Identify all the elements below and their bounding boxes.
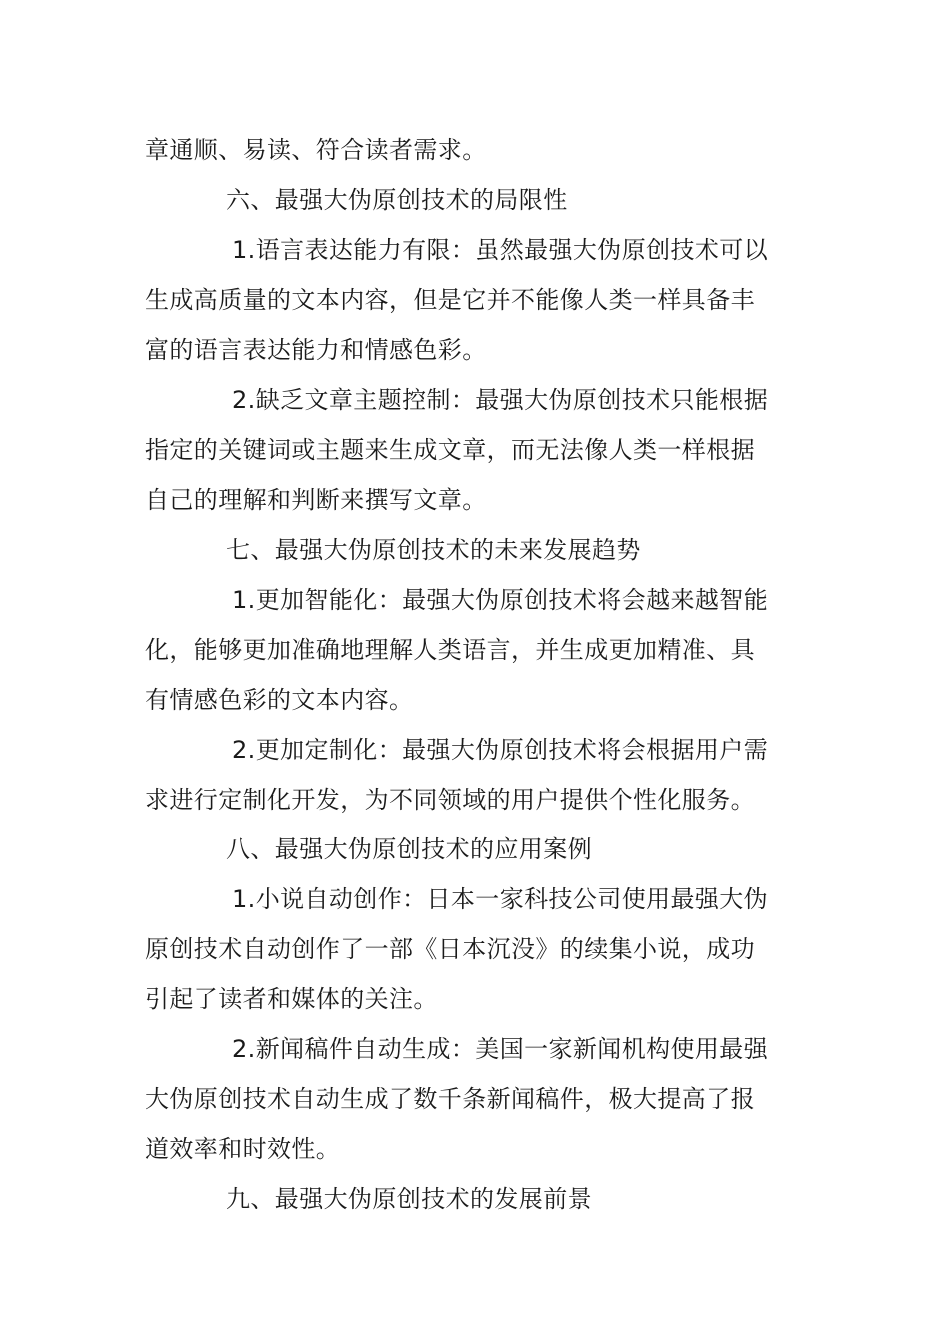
list-item-line: 引起了读者和媒体的关注。 [145,985,438,1013]
section-heading-eight: 八、最强大伪原创技术的应用案例 [226,835,592,863]
list-item-line: 2.新闻稿件自动生成：美国一家新闻机构使用最强 [232,1035,769,1063]
list-item-line: 1.小说自动创作：日本一家科技公司使用最强大伪 [232,885,769,913]
list-item-line: 生成高质量的文本内容，但是它并不能像人类一样具备丰 [145,286,755,314]
list-item-line: 2.缺乏文章主题控制：最强大伪原创技术只能根据 [232,386,769,414]
list-item-line: 道效率和时效性。 [145,1135,341,1163]
list-item-line: 1.更加智能化：最强大伪原创技术将会越来越智能 [232,586,769,614]
paragraph-continuation-line: 章通顺、易读、符合读者需求。 [145,136,487,164]
list-item-line: 有情感色彩的文本内容。 [145,686,414,714]
list-item-line: 原创技术自动创作了一部《日本沉没》的续集小说，成功 [145,935,755,963]
list-item-line: 指定的关键词或主题来生成文章，而无法像人类一样根据 [145,436,755,464]
list-item-line: 2.更加定制化：最强大伪原创技术将会根据用户需 [232,736,769,764]
section-heading-nine: 九、最强大伪原创技术的发展前景 [226,1185,592,1213]
list-item-line: 求进行定制化开发，为不同领域的用户提供个性化服务。 [145,786,755,814]
list-item-line: 化，能够更加准确地理解人类语言，并生成更加精准、具 [145,636,755,664]
list-item-line: 富的语言表达能力和情感色彩。 [145,336,487,364]
list-item-line: 大伪原创技术自动生成了数千条新闻稿件，极大提高了报 [145,1085,755,1113]
list-item-line: 1.语言表达能力有限：虽然最强大伪原创技术可以 [232,236,769,264]
section-heading-six: 六、最强大伪原创技术的局限性 [226,186,568,214]
list-item-line: 自己的理解和判断来撰写文章。 [145,486,487,514]
section-heading-seven: 七、最强大伪原创技术的未来发展趋势 [226,536,641,564]
